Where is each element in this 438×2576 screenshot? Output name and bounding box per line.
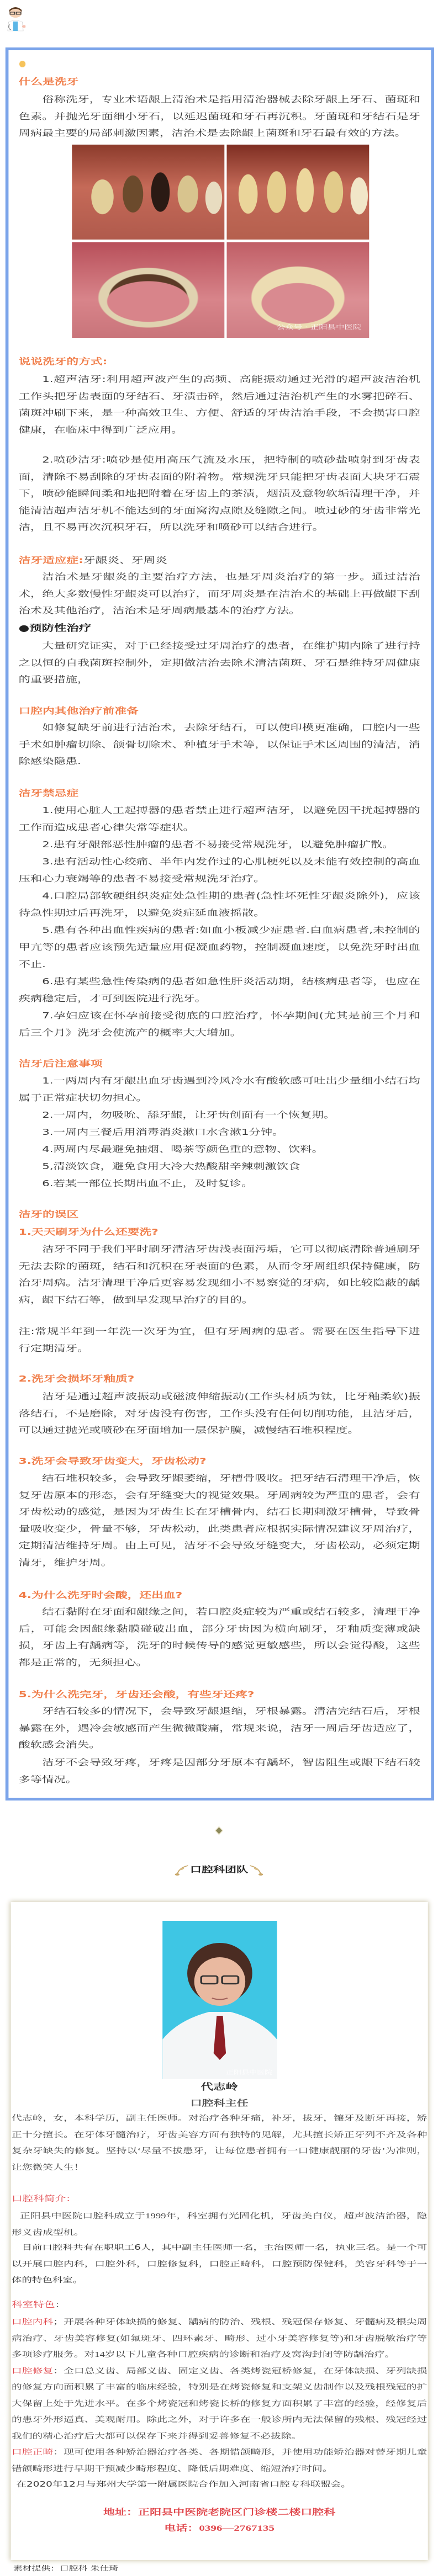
features-title <box>12 2297 427 2314</box>
indications-label: 洁牙适应症: <box>18 555 83 565</box>
list-item: 7.孕妇应该在怀孕前接受彻底的口腔治疗，怀孕期间(尤其是前三个月和后三个月》洗牙会使流产的概率大大增加。 <box>18 1011 420 1038</box>
contraindications-list <box>19 802 420 1042</box>
myth-question: 5.为什么洗完牙，牙齿还会酸，有些牙还疼? <box>18 1690 255 1699</box>
doctor-cartoon-icon <box>6 4 25 32</box>
laurel-right-icon <box>248 1863 263 1877</box>
section-title-aftercare: 洁牙后注意事项 <box>18 1059 103 1069</box>
feature-item <box>12 2363 427 2445</box>
doctor-portrait-icon <box>162 1921 277 2079</box>
list-item: 5,清淡饮食，避免食用大冷大热酸甜辛辣刺激饮食 <box>42 1161 300 1171</box>
features-title-colon: ： <box>55 2301 66 2309</box>
bullet-dot-icon <box>19 61 25 67</box>
feature-item <box>12 2314 427 2363</box>
doctor-photo <box>162 1921 277 2079</box>
indications-value: 牙龈炎、牙周炎 <box>83 555 167 565</box>
photo-watermark: 正阳县中医院 <box>226 2070 273 2076</box>
feature-text: ；开展各种牙体缺损的修复、龋病的防治、残根、残冠保存修复、牙髓病及根尖周病治疗、牙齿美容修复(如氟斑牙、四环素牙、畸形、过小牙美容修复等)和牙齿脱敏治疗等多项诊疗服务。对14岁以下儿童各种口腔疾病的诊断和治疗及窝沟封闭等防龋治疗。 <box>12 2318 428 2359</box>
myth-answer: 洁牙不同于我们平时刷牙清洁牙齿浅表面污垢，它可以彻底清除普通刷牙无法去除的菌斑，结石和沉积在牙表面的色素，从而令牙周组织保持健康，防治牙周病。洁牙清理干净后更容易发现细小不易察觉的牙病，如比较隐蔽的龋病，龈下结石等，做到早发现早治疗的目的。 <box>18 1244 420 1305</box>
aftercare-list <box>19 1072 420 1192</box>
list-item: 5.患有各种出血性疾病的患者:如血小板减少症患者.白血病患者,未控制的甲亢等的患者应该预先适量应用促凝血药物，控制凝血速度，以免洗牙时出血不止. <box>18 925 420 969</box>
section-title-indications <box>19 552 167 569</box>
myth-answer: 洁牙不会导致牙疼，牙疼是因部分牙原本有龋坏，智齿阻生或龈下结石较多等情况。 <box>18 1757 420 1784</box>
list-item: 3.一周内三餐后用消毒消炎漱口水含漱1分钟。 <box>42 1127 284 1137</box>
teeth-before-photo-arch <box>72 242 224 338</box>
indications-paragraph: 洁治术是牙龈炎的主要治疗方法，也是牙周炎治疗的第一步。通过洁治术，绝大多数慢性牙龈炎可以治疗，而牙周炎是在洁治术的基础上再做龈下刮治术及其他治疗，洁治术是牙周病最基本的治疗方法。 <box>18 572 420 616</box>
intro-title: 口腔科简介： <box>12 2195 77 2203</box>
prevention-subtitle: ●预防性治疗 <box>18 623 92 633</box>
list-item: 2.一周内，勿吸吮、舔牙龈，让牙齿创面有一个恢复期。 <box>42 1110 336 1120</box>
team-title <box>0 1861 438 1878</box>
myth-answer: 牙结石较多的情况下，会导致牙龈退缩，牙根暴露。清洁完结石后，牙根暴露在外，遇冷会敏感而产生微微酸痛，常规来说，洁牙一周后牙齿适应了，酸软感会消失。 <box>18 1706 420 1750</box>
teeth-before-photo-front <box>72 145 224 240</box>
feature-label: 口腔正畸 <box>12 2448 54 2456</box>
team-title-text: 口腔科团队 <box>189 1865 249 1874</box>
list-item: 4.口腔局部软硬组织炎症处急性期的患者(急性坏死性牙龈炎除外)，应该待急性期过后再洗牙，以避免炎症延血液摇散。 <box>18 891 420 918</box>
doctor-name: 代志岭 <box>200 2083 238 2092</box>
section-title-contraindications: 洁牙禁忌症 <box>18 788 79 798</box>
features-title-text: 科室特色 <box>12 2301 55 2309</box>
myth-answer: 结石堆积较多，会导致牙龈萎缩，牙槽骨吸收。把牙结石清理干净后，恢复牙齿原本的形态，会有牙缝变大的视觉效果。牙周病较为严重的患者，会有牙齿松动的感觉，是因为牙齿生长在牙槽骨内，结石长期刺激牙槽骨，导致骨量吸收变少，骨量不够，牙齿松动，此类患者应根据实际情况建议牙周治疗，定期清洁维持牙周。由上可见，洁牙不会导致牙缝变大，牙齿松动，必须定期清牙，维护牙周。 <box>18 1473 420 1568</box>
section-title-myths: 洁牙的误区 <box>18 1209 79 1219</box>
what-paragraph: 俗称洗牙，专业术语龈上清治术是指用清治器械去除牙龈上牙石、菌斑和色素。并抛光牙面细小牙石，以延迟菌斑和牙石再沉积。牙菌斑和牙结石是牙周病最主要的局部刺激因素，洁治术是去除龈上菌斑和牙石最有效的方法。 <box>18 94 420 139</box>
doctor-bio: 代志岭，女，本科学历，副主任医师。对治疗各种牙痛，补牙，拔牙，镶牙及断牙再接，矫正十分擅长。在牙体牙髓治疗，牙齿美容方面有独特的见解，尤其擅长矫正牙列不齐及各种复杂牙缺失的修复。坚持以‘尽量不拔患牙，让每位患者拥有一口健康靓丽的牙齿’为准则，让您微笑人生！ <box>12 2114 428 2171</box>
team-card <box>11 1902 428 2560</box>
doctor-role: 口腔科主任 <box>190 2098 249 2108</box>
photo-watermark: 公众号 · 正阳县中医院 <box>276 323 362 331</box>
section-title-pre-treatment: 口腔内其他治疗前准备 <box>18 706 139 716</box>
myth-question: 1.天天刷牙为什么还要洗? <box>18 1227 159 1237</box>
list-item: 4.两周内尽最避免抽烟、喝茶等颜色重的意物、饮料。 <box>42 1144 324 1154</box>
list-item: 2.患有牙龈部恶性肿瘤的患者不易接受常规洗牙，以避免肿瘤扩散。 <box>42 840 394 849</box>
pre-treatment-paragraph: 如修复缺牙前进行洁治术，去除牙结石，可以使印模更准确，口腔内一些手术如肿瘤切除、颌骨切除术、种植牙手术等，以保证手术区周围的清洁，消除感染隐患. <box>18 723 420 767</box>
list-item: 6.患有某些急性传染病的患者如急性肝炎活动期，结核病患者等，也应在疾病稳定后，才可到医院进行洗牙。 <box>18 976 420 1003</box>
laurel-left-icon <box>175 1863 190 1877</box>
prevention-paragraph: 大量研究证实，对于已经接受过牙周治疗的患者，在维护期内除了进行持之以恒的自我菌斑控制外，定期做洁治去除术清洁菌斑、牙石是维持牙周健康的重要措施， <box>18 641 420 685</box>
method-item: 1.超声洁牙:利用超声波产生的高频、高能振动通过光滑的超声波洁治机工作头把牙齿表面的牙结石、牙渍击碎，然后通过洁治机产生的水雾把碎石、菌斑冲刷下来，是一种高效卫生、方便、舒适的牙齿洁治手段，不会损害口腔健康，在临床中得到广泛应用。 <box>18 374 420 435</box>
feature-text: ：全口总义齿、局部义齿、固定义齿、各类烤瓷冠桥修复，在牙体缺损、牙列缺损的修复方向面积累了丰富的临床经验，特别是在烤瓷修复和支架义齿制作以及残根残冠的扩大保留上处于先进水平。在多个烤瓷冠和烤瓷长桥的修复方面积累了丰富的经验，经修复后的患牙外形逼真、美观耐用。除此之外，对于许多在一般诊所内无法保留的残根、残冠经过我们的精心治疗后大都可以保存下来并得到妥善修复不必拔除。 <box>12 2366 428 2440</box>
myth-question: 4.为什么洗牙时会酸，还出血? <box>18 1590 183 1600</box>
material-credit: 素材提供：口腔科 朱仕琦 <box>13 2564 119 2572</box>
features-list <box>12 2314 427 2493</box>
method-item: 2.喷砂洁牙:喷砂是使用高压气流及水压，把特制的喷砂盐喷射到牙齿表面，清除不易刮除的牙齿表面的附着物。常规洗牙只能把牙齿表面大块牙石震下，喷砂能瞬间柔和地把附着在牙齿上的茶渍，烟渍及意物软垢清理干净，并能清洁超声洁牙机不能达到的牙面窝沟点隙及缝隙之间。喷过砂的牙齿非常光洁，且不易再次沉积牙石，所以洗牙和喷砂可以结合进行。 <box>18 455 420 533</box>
feature-text: ：现可使用各种矫治器治疗各类、各期错颌畸形，并使用功能矫治器对替牙期儿童错颌畸形进行早期干预减少畸形程度、降低后期难度、缩短治疗时间。 <box>12 2448 428 2473</box>
myth-question: 3.洗牙会导致牙齿变大，牙齿松动? <box>18 1456 207 1466</box>
feature-label: 口腔修复 <box>12 2366 54 2375</box>
myth-answer: 洁牙是通过超声波振动或磁波伸缩振动(工作头材质为钛，比牙釉柔软)振落结石，不是磨除，对牙齿没有伤害，工作头没有任何切削功能，且洁牙后，可以通过抛光或喷砂在牙面增加一层保护膜，减慢结石堆积程度。 <box>18 1391 420 1436</box>
section-title-what: 什么是洗牙 <box>18 77 79 87</box>
teeth-after-photo-front <box>226 145 369 240</box>
cooperation-note: 在2020年12月与郑州大学第一附属医院合作加入河南省口腔专科联盟会。 <box>16 2481 351 2489</box>
list-item: 1.使用心脏人工起搏器的患者禁止进行超声洁牙，以避免因干扰起搏器的工作而造成患者心律失常等症状。 <box>18 805 420 832</box>
feature-item <box>12 2444 427 2477</box>
intro-paragraph: 正阳县中医院口腔科成立于1999年，科室拥有光固化机，牙齿美白仪，超声波洁治器，隐形义齿成型机。 <box>12 2212 428 2237</box>
section-title-methods: 说说洗牙的方式: <box>18 357 108 367</box>
phone: 电话：0396—2767135 <box>164 2524 275 2533</box>
teeth-after-photo-arch <box>226 242 369 338</box>
myth-answer: 结石黏附在牙面和龈缘之间，若口腔炎症较为严重或结石较多，清理干净后，可能会因龈缘黏膜碰破出血，部分牙齿因为横向刷牙，牙釉质变薄或缺损，牙齿上有龋病等，洗牙的时候传导的感觉更敏感些，所以会觉得酸，这些都是正常的，无须担心。 <box>18 1607 420 1667</box>
list-item: 3.患有活动性心绞痛、半年内发作过的心肌梗死以及未能有效控制的高血压和心力衰竭等的患者不易接受常规洗牙治疗。 <box>18 857 420 884</box>
myth-note: 注:常规半年到一年洗一次牙为宜，但有牙周病的患者。需要在医生指导下进行定期清牙。 <box>18 1326 420 1353</box>
address: 地址：正阳县中医院老院区门诊楼二楼口腔科 <box>103 2508 336 2517</box>
diamond-divider-icon <box>214 1826 224 1835</box>
list-item: 1.一两周内有牙龈出血牙齿遇到冷风冷水有酸软感可吐出少量细小结石均属于正常症状切勿担心。 <box>18 1076 420 1103</box>
list-item: 6.若某一部位长期出血不止，及时复诊。 <box>42 1178 254 1188</box>
feature-label: 口腔内科 <box>12 2318 54 2326</box>
intro-paragraph: 目前口腔科共有在职职工6人，其中副主任医师一名，主治医师一名，执业三名。是一个可以开展口腔内科，口腔外科，口腔修复科，口腔正畸科，口腔预防保健科，美容牙科等于一体的特色科室。 <box>12 2244 428 2285</box>
myth-question: 2.洗牙会损坏牙釉质? <box>18 1374 135 1384</box>
